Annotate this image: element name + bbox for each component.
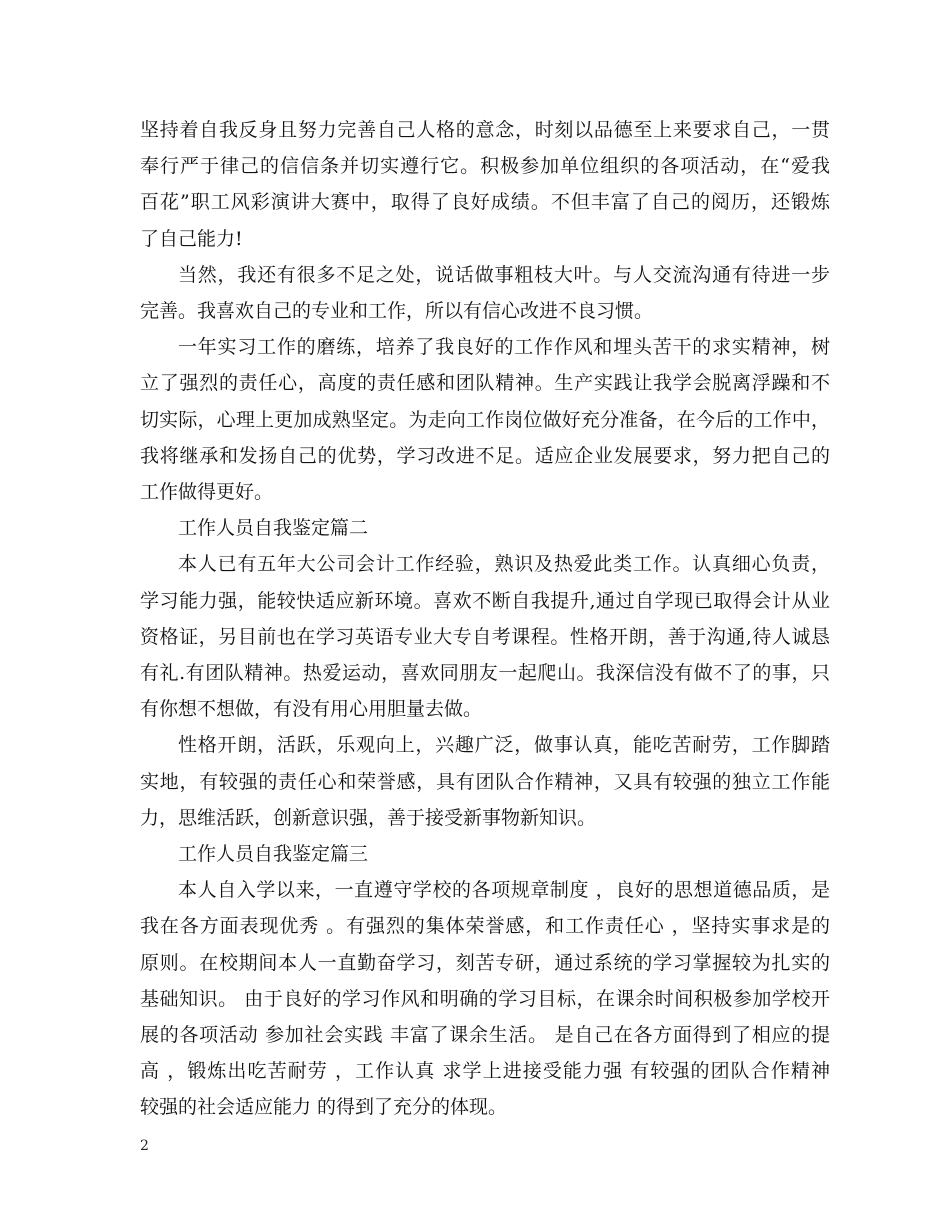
- text-line: 原则。在校期间本人一直勤奋学习，刻苦专研，通过系统的学习掌握较为扎实的: [140, 951, 830, 974]
- text-line: 实地，有较强的责任心和荣誉感，具有团队合作精神，又具有较强的独立工作能: [140, 770, 830, 793]
- paragraph: [140, 257, 830, 329]
- text-line: 工作做得更好。: [140, 481, 274, 504]
- text-line: 了自己能力!: [140, 227, 243, 250]
- text-line: 工作人员自我鉴定篇三: [178, 843, 369, 866]
- text-line: 本人已有五年大公司会计工作经验，熟识及热爱此类工作。认真细心负责，: [178, 553, 830, 576]
- text-line: 我在各方面表现优秀 。有强烈的集体荣誉感，和工作责任心 ，坚持实事求是的: [140, 915, 830, 938]
- text-line: 坚持着自我反身且努力完善自己人格的意念，时刻以品德至上来要求自己，一贯: [140, 119, 830, 141]
- text-line: 有礼.有团队精神。热爱运动，喜欢同朋友一起爬山。我深信没有做不了的事，只: [140, 662, 830, 685]
- text-line: 性格开朗，活跃，乐观向上，兴趣广泛，做事认真，能吃苦耐劳，工作脚踏: [178, 734, 830, 757]
- text-line: 展的各项活动 参加社会实践 丰富了课余生活。 是自己在各方面得到了相应的提: [140, 1024, 830, 1047]
- text-line: 当然，我还有很多不足之处，说话做事粗枝大叶。与人交流沟通有待进一步: [178, 263, 830, 286]
- text-line: 较强的社会适应能力 的得到了充分的体现。: [140, 1096, 508, 1119]
- text-line: 切实际，心理上更加成熟坚定。为走向工作岗位做好充分准备，在今后的工作中，: [140, 408, 830, 431]
- text-line: 基础知识。 由于良好的学习作风和明确的学习目标，在课余时间积极参加学校开: [140, 987, 830, 1010]
- text-line: 奉行严于律己的信信条并切实遵行它。积极参加单位组织的各项活动，在“爱我: [140, 155, 830, 178]
- text-line: 完善。我喜欢自己的专业和工作，所以有信心改进不良习惯。: [140, 300, 654, 323]
- text-line: 立了强烈的责任心，高度的责任感和团队精神。生产实践让我学会脱离浮躁和不: [140, 372, 830, 395]
- paragraph: [140, 836, 830, 872]
- text-line: 百花”职工风彩演讲大赛中，取得了良好成绩。不但丰富了自己的阅历，还锻炼: [140, 191, 830, 214]
- text-line: 一年实习工作的磨练，培养了我良好的工作作风和埋头苦干的求实精神，树: [178, 336, 830, 359]
- paragraph: [140, 329, 830, 510]
- text-line: 本人自入学以来，一直遵守学校的各项规章制度 ，良好的思想道德品质，是: [178, 879, 830, 902]
- text-line: 资格证，另目前也在学习英语专业大专自考课程。性格开朗，善于沟通,待人诚恳: [140, 625, 830, 648]
- text-line: 工作人员自我鉴定篇二: [178, 517, 369, 540]
- text-line: 我将继承和发扬自己的优势，学习改进不足。适应企业发展要求，努力把自己的: [140, 444, 830, 467]
- paragraph: [140, 546, 830, 727]
- paragraph: [140, 872, 830, 1125]
- page-number: 2: [140, 1138, 149, 1154]
- text-line: 学习能力强，能较快适应新环境。喜欢不断自我提升,通过自学现已取得会计从业: [140, 589, 830, 612]
- document-body: [140, 112, 830, 1126]
- text-line: 有你想不想做，有没有用心用胆量去做。: [140, 698, 483, 721]
- text-line: 力，思维活跃，创新意识强，善于接受新事物新知识。: [140, 806, 597, 829]
- text-line: 高 ，锻炼出吃苦耐劳 ，工作认真 求学上进接受能力强 有较强的团队合作精神: [140, 1060, 830, 1083]
- paragraph: [140, 510, 830, 546]
- paragraph: [140, 727, 830, 836]
- paragraph: [140, 112, 830, 257]
